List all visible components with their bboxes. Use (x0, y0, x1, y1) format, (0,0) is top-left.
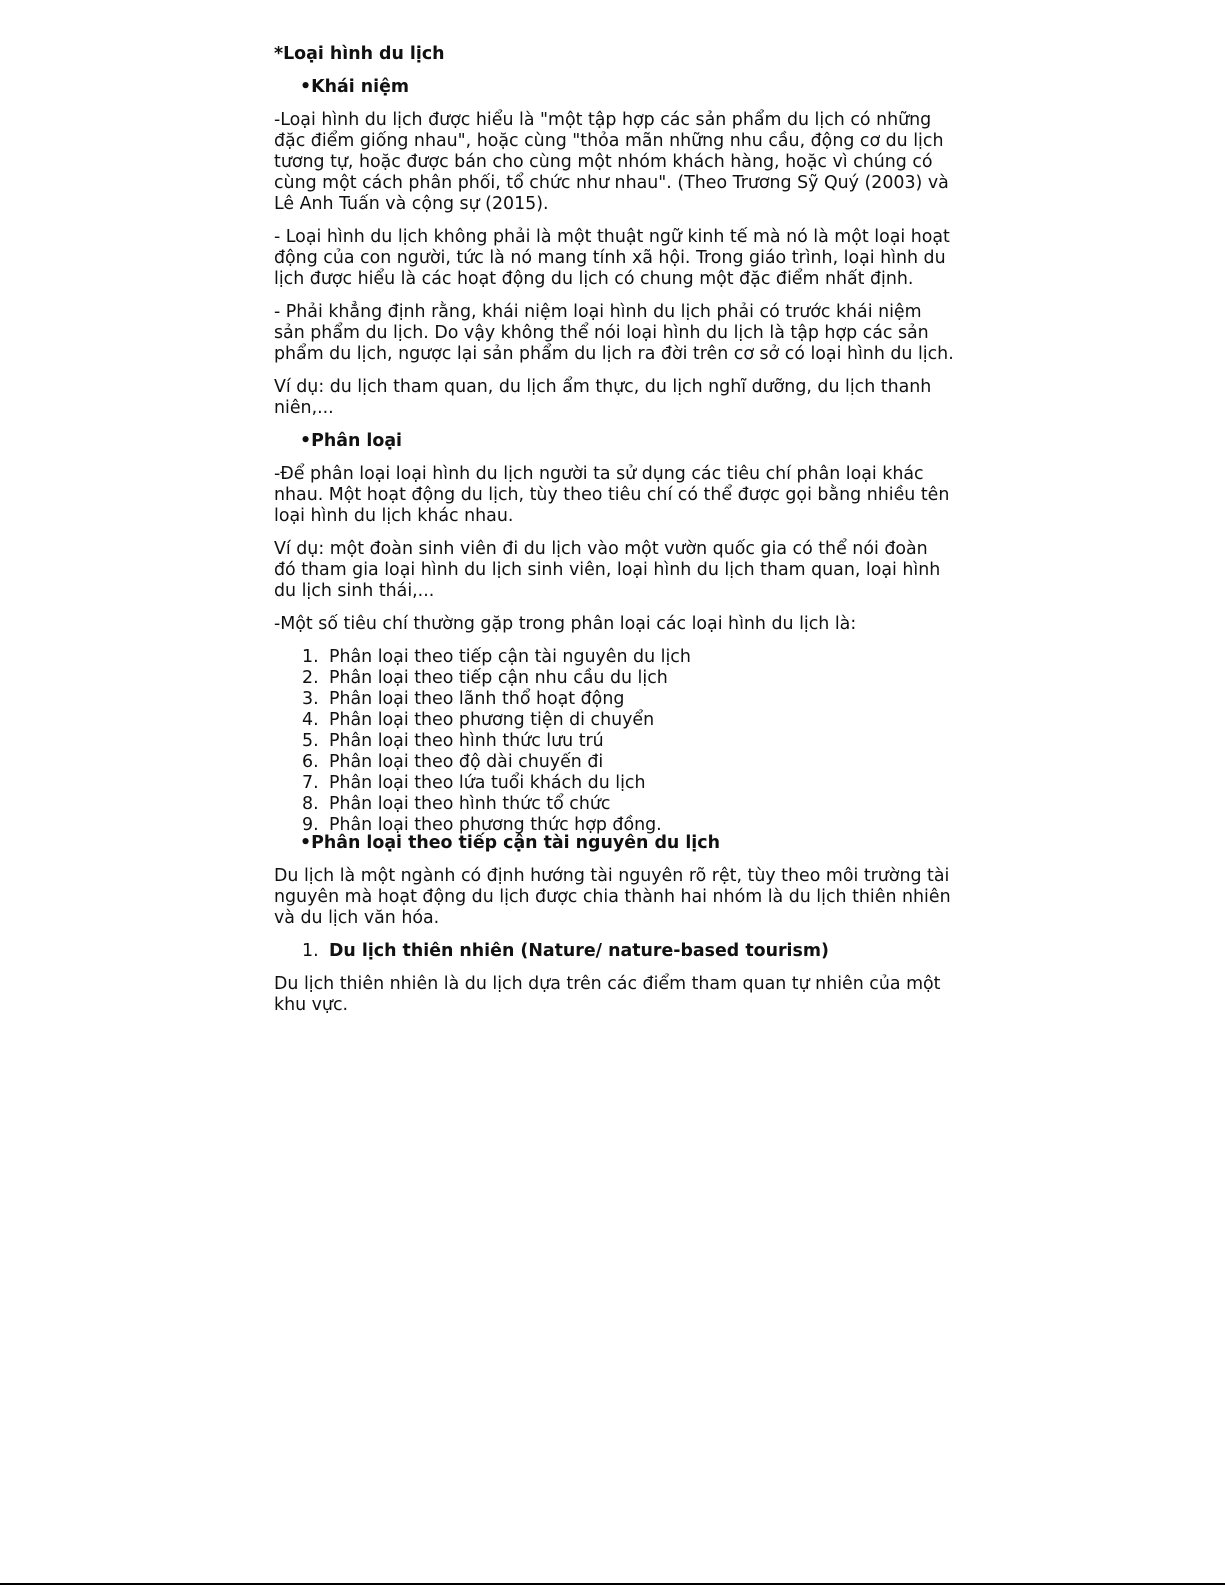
paragraph: -Để phân loại loại hình du lịch người ta sử dụng các tiêu chí phân loại khác nhau. Một hoạt động du lịch, tùy theo tiêu chí có thể được gọi bằng nhiều tên loại hình du lịch khác nhau. (274, 464, 950, 526)
section-heading-khai-niem: •Khái niệm (300, 77, 409, 97)
list-item-text: Phân loại theo tiếp cận nhu cầu du lịch (329, 668, 668, 688)
list-item-text: Phân loại theo lãnh thổ hoạt động (329, 689, 625, 709)
list-item-text: Phân loại theo tiếp cận tài nguyên du lịch (329, 647, 691, 667)
section-heading-tai-nguyen: •Phân loại theo tiếp cận tài nguyên du lịch (300, 833, 720, 853)
list-item-text: Phân loại theo độ dài chuyến đi (329, 752, 604, 772)
list-item-number: 2. (302, 668, 319, 688)
section-heading-phan-loai: •Phân loại (300, 431, 403, 451)
example-paragraph: Ví dụ: du lịch tham quan, du lịch ẩm thực, du lịch nghĩ dưỡng, du lịch thanh niên,... (274, 377, 932, 418)
list-item-number: 9. (302, 815, 319, 835)
paragraph: -Loại hình du lịch được hiểu là "một tập hợp các sản phẩm du lịch có những đặc điểm giống nhau", hoặc cùng "thỏa mãn những nhu cầu, động cơ du lịch tương tự, hoặc được bán cho cùng một nhóm khách hàng, hoặc vì chúng có cùng một cách phân phối, tổ chức như nhau". (Theo Trương Sỹ Quý (2003) và Lê Anh Tuấn và cộng sự (2015). (274, 110, 949, 214)
list-item (302, 731, 954, 752)
paragraph: - Phải khẳng định rằng, khái niệm loại hình du lịch phải có trước khái niệm sản phẩm du lịch. Do vậy không thể nói loại hình du lịch là tập hợp các sản phẩm du lịch, ngược lại sản phẩm du lịch ra đời trên cơ sở có loại hình du lịch. (274, 302, 954, 364)
list-item-number: 5. (302, 731, 319, 751)
criteria-list (274, 647, 954, 836)
list-item-number: 1. (302, 647, 319, 667)
subheading-text: Du lịch thiên nhiên (Nature/ nature-based tourism) (329, 941, 829, 961)
list-item (302, 773, 954, 794)
list-item-text: Phân loại theo hình thức tổ chức (329, 794, 611, 814)
list-item (302, 689, 954, 710)
subheading-number: 1. (302, 941, 319, 961)
list-item-number: 4. (302, 710, 319, 730)
list-item-number: 6. (302, 752, 319, 772)
list-item-text: Phân loại theo phương thức hợp đồng. (329, 815, 662, 835)
document-page (274, 44, 954, 1028)
list-item (302, 647, 954, 668)
list-item (302, 794, 954, 815)
list-item-text: Phân loại theo lứa tuổi khách du lịch (329, 773, 646, 793)
list-item (302, 668, 954, 689)
list-item-text: Phân loại theo hình thức lưu trú (329, 731, 604, 751)
list-item-number: 8. (302, 794, 319, 814)
list-item-text: Phân loại theo phương tiện di chuyển (329, 710, 655, 730)
list-item (302, 752, 954, 773)
paragraph: -Một số tiêu chí thường gặp trong phân loại các loại hình du lịch là: (274, 614, 857, 634)
paragraph: Du lịch thiên nhiên là du lịch dựa trên các điểm tham quan tự nhiên của một khu vực. (274, 974, 941, 1015)
subheading-du-lich-thien-nhien (302, 941, 954, 962)
paragraph: - Loại hình du lịch không phải là một thuật ngữ kinh tế mà nó là một loại hoạt động của con người, tức là nó mang tính xã hội. Trong giáo trình, loại hình du lịch được hiểu là các hoạt động du lịch có chung một đặc điểm nhất định. (274, 227, 950, 289)
list-item-number: 7. (302, 773, 319, 793)
list-item (302, 710, 954, 731)
example-paragraph: Ví dụ: một đoàn sinh viên đi du lịch vào một vườn quốc gia có thể nói đoàn đó tham gia loại hình du lịch sinh viên, loại hình du lịch tham quan, loại hình du lịch sinh thái,... (274, 539, 941, 601)
paragraph: Du lịch là một ngành có định hướng tài nguyên rõ rệt, tùy theo môi trường tài nguyên mà hoạt động du lịch được chia thành hai nhóm là du lịch thiên nhiên và du lịch văn hóa. (274, 866, 951, 928)
document-title: *Loại hình du lịch (274, 44, 445, 64)
list-item-number: 3. (302, 689, 319, 709)
